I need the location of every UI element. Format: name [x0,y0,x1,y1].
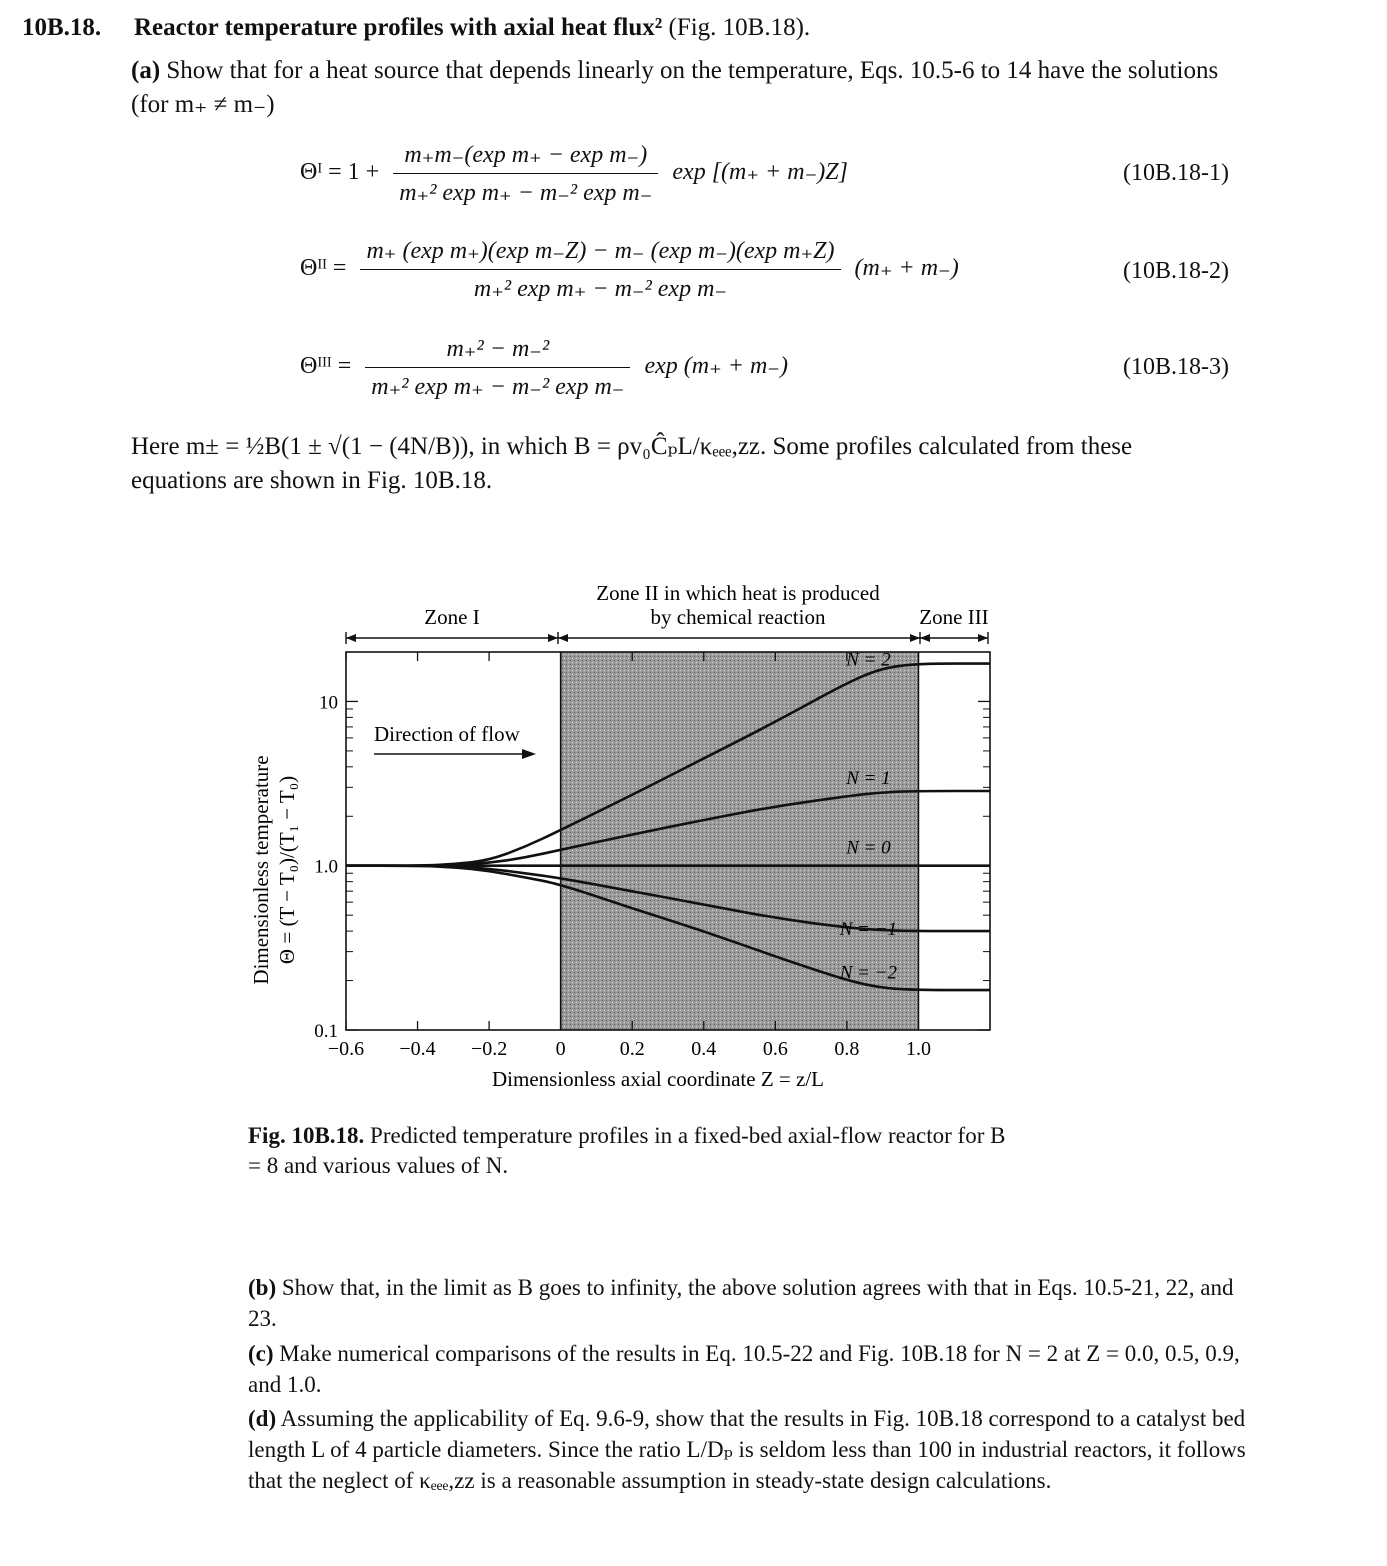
equation-3-lhs: Θᴵᴵᴵ = [300,353,352,380]
x-tick-label: 0 [555,1038,566,1060]
series-label-N=0: N = 0 [846,837,891,859]
x-tick-label: 1.0 [905,1038,931,1060]
y-axis-title-formula: Θ = (T − T₀)/(T₁ − T₀) [275,775,299,965]
equation-2 [300,236,1387,316]
equation-2-numerator: m₊ (exp m₊)(exp m₋Z) − m₋ (exp m₋)(exp m₊Z) [360,236,840,270]
equation-1-lhs: Θᴵ = 1 + [300,159,380,186]
figure-caption-label: Fig. 10B.18. [248,1123,365,1148]
equation-3-fraction [365,334,630,401]
equation-2-denominator: m₊² exp m₊ − m₋² exp m₋ [473,276,728,302]
equation-1-fraction [393,140,658,207]
x-tick-label: 0.2 [619,1038,645,1060]
equation-3 [300,334,1387,414]
part-a [131,54,1231,122]
part-b-text: Show that, in the limit as B goes to infinity, the above solution agrees with that in Eqs. 10.5-21, 22, and 23. [248,1275,1234,1331]
x-tick-label: 0.8 [834,1038,860,1060]
figure-reference: (Fig. 10B.18). [668,14,811,41]
equation-3-numerator: m₊² − m₋² [365,334,630,368]
equation-1-factor: exp [(m₊ + m₋)Z] [672,159,848,186]
problem-header [22,14,810,42]
part-d-text: Assuming the applicability of Eq. 9.6-9, show that the results in Fig. 10B.18 correspond to a catalyst bed length L of 4 particle diameters. Since the ratio L/Dₚ is seldom less than 100 in industrial reactors, it follows that the neglect of κₑₑₑ,zz is a reasonable assumption in steady-state design calculations. [248,1406,1246,1493]
equation-3-label: (10B.18-3) [1123,354,1229,380]
part-b-label: (b) [248,1275,277,1300]
direction-of-flow-label: Direction of flow [374,722,520,746]
equation-2-lhs: Θᴵᴵ = [300,255,347,282]
equation-1-numerator: m₊m₋(exp m₊ − exp m₋) [393,140,658,174]
zone-3-label: Zone III [919,605,989,629]
figure-caption-text: Predicted temperature profiles in a fixed-bed axial-flow reactor for B = 8 and various values of N. [248,1123,1006,1178]
temperature-profile-chart [240,570,1020,1100]
part-c [248,1338,1263,1400]
series-label-N=1: N = 1 [846,768,891,790]
x-tick-label: −0.6 [327,1038,365,1060]
problem-number: 10B.18. [22,14,102,41]
series-label-N=-2: N = −2 [839,962,898,984]
x-tick-label: 0.6 [762,1038,788,1060]
equation-1-label: (10B.18-1) [1123,160,1229,186]
equation-1 [300,140,1387,220]
equation-2-fraction [360,236,840,303]
equation-3-factor: exp (m₊ + m₋) [644,353,788,380]
figure-caption [248,1121,1008,1181]
direction-of-flow-arrowhead [522,749,536,759]
x-tick-label: 0.4 [691,1038,717,1060]
y-axis-title: Dimensionless temperature [249,755,273,985]
equation-2-label: (10B.18-2) [1123,258,1229,284]
y-tick-label: 10 [319,692,338,714]
part-a-text: Show that for a heat source that depends linearly on the temperature, Eqs. 10.5-6 to 14 have the solutions (for m₊ ≠ m₋) [131,57,1219,118]
part-d-label: (d) [248,1406,277,1431]
part-c-label: (c) [248,1341,274,1366]
x-axis-title: Dimensionless axial coordinate Z = z/L [491,1067,825,1091]
plot-area [314,649,990,1060]
zone-2-label-line2: by chemical reaction [650,605,826,629]
zone-1-label: Zone I [424,605,480,629]
y-tick-label: 1.0 [314,856,338,878]
x-tick-label: −0.2 [470,1038,508,1060]
x-tick-label: −0.4 [399,1038,436,1060]
here-paragraph: Here m± = ½B(1 ± √(1 − (4N/B)), in which B = ρv₀ĈₚL/κₑₑₑ,zz. Some profiles calculated from these equations are shown in Fig. 10B.18. [131,433,1133,494]
series-label-N=2: N = 2 [846,649,891,671]
equation-2-factor: (m₊ + m₋) [854,255,959,282]
part-b [248,1272,1263,1334]
zone-header [346,581,989,644]
equation-1-denominator: m₊² exp m₊ − m₋² exp m₋ [399,180,653,206]
y-tick-label: 0.1 [314,1021,338,1042]
problem-title: Reactor temperature profiles with axial heat flux² [134,14,663,41]
zone-2-label: Zone II in which heat is produced [596,581,880,605]
series-label-N=-1: N = −1 [839,918,898,940]
equation-3-denominator: m₊² exp m₊ − m₋² exp m₋ [371,374,625,400]
part-d [248,1403,1263,1496]
part-c-text: Make numerical comparisons of the results in Eq. 10.5-22 and Fig. 10B.18 for N = 2 at Z = 0.0, 0.5, 0.9, and 1.0. [248,1341,1240,1397]
part-a-label: (a) [131,57,161,84]
